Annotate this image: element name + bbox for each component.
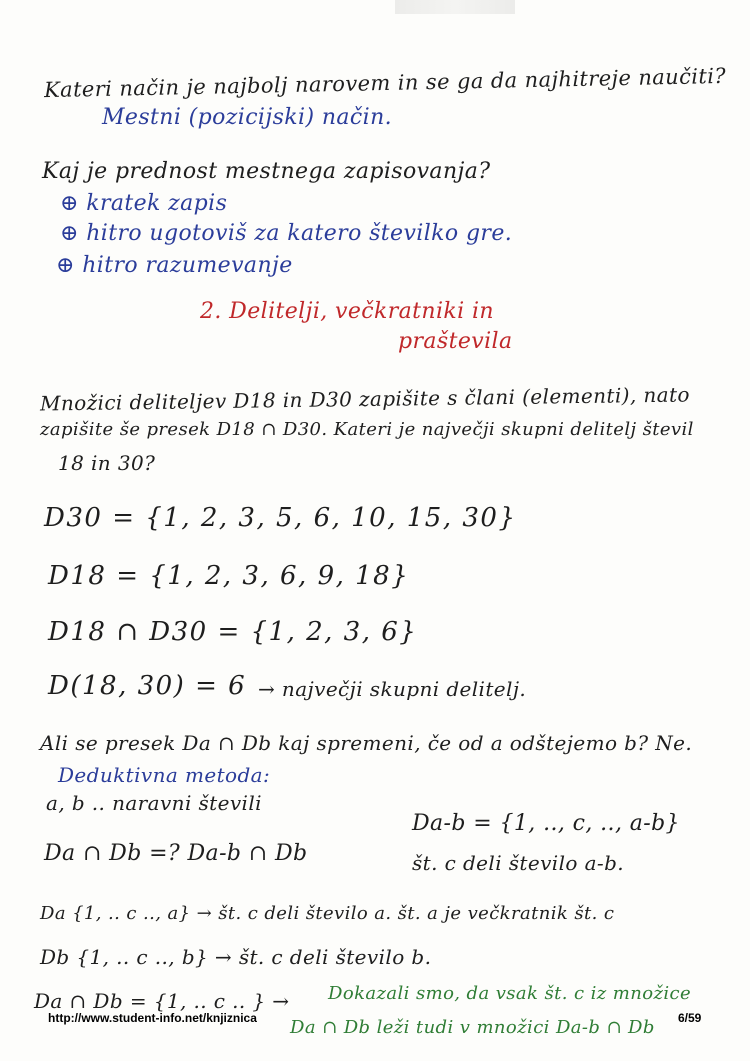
set-d-a-minus-b: Da-b = {1, .., c, .., a-b}	[412, 811, 680, 836]
deductive-method: Deduktivna metoda:	[58, 763, 271, 787]
set-da-db: Da ∩ Db = {1, .. c .. } →	[34, 989, 290, 1013]
advantage-1: ⊕ kratek zapis	[60, 191, 228, 216]
footer-url[interactable]: http://www.student-info.net/knjiznica	[48, 1011, 257, 1025]
task-line-3: 18 in 30?	[58, 451, 156, 475]
c-divides: št. c deli število a-b.	[412, 851, 625, 875]
natural-numbers: a, b .. naravni števili	[46, 791, 262, 815]
set-d18: D18 = {1, 2, 3, 6, 9, 18}	[48, 561, 410, 591]
task-line-2: zapišite še presek D18 ∩ D30. Kateri je največji skupni delitelj števil	[40, 419, 694, 440]
gcd-line: D(18, 30) = 6	[48, 671, 247, 701]
advantage-2: ⊕ hitro ugotoviš za katero številko gre.	[60, 221, 513, 246]
equality-question: Da ∩ Db =? Da-b ∩ Db	[44, 841, 308, 866]
section-heading-1: 2. Delitelji, večkratniki in	[200, 299, 494, 324]
proof-line-1: Dokazali smo, da vsak št. c iz množice	[328, 983, 692, 1004]
set-da: Da {1, .. c .., a} → št. c deli število a. št. a je večkratnik št. c	[40, 903, 615, 924]
set-db: Db {1, .. c .., b} → št. c deli število b.	[40, 945, 432, 969]
page-tab	[395, 0, 515, 14]
page-number: 6/59	[678, 1011, 702, 1025]
answer-method: Mestni (pozicijski) način.	[102, 105, 393, 130]
set-d30: D30 = {1, 2, 3, 5, 6, 10, 15, 30}	[44, 503, 517, 533]
proof-line-2: Da ∩ Db leži tudi v množici Da-b ∩ Db	[290, 1017, 655, 1038]
question-intersection: Ali se presek Da ∩ Db kaj spremeni, če od a odštejemo b? Ne.	[40, 731, 693, 755]
advantage-3: ⊕ hitro razumevanje	[56, 253, 293, 278]
task-line-1: Množici deliteljev D18 in D30 zapišite s člani (elementi), nato	[39, 382, 691, 416]
question-advantage: Kaj je prednost mestnega zapisovanja?	[42, 159, 491, 184]
set-intersection: D18 ∩ D30 = {1, 2, 3, 6}	[48, 617, 418, 647]
gcd-note: → največji skupni delitelj.	[258, 677, 527, 701]
section-heading-2: praštevila	[398, 329, 513, 354]
question-method: Kateri način je najbolj narovem in se ga da najhitreje naučiti?	[43, 63, 727, 103]
